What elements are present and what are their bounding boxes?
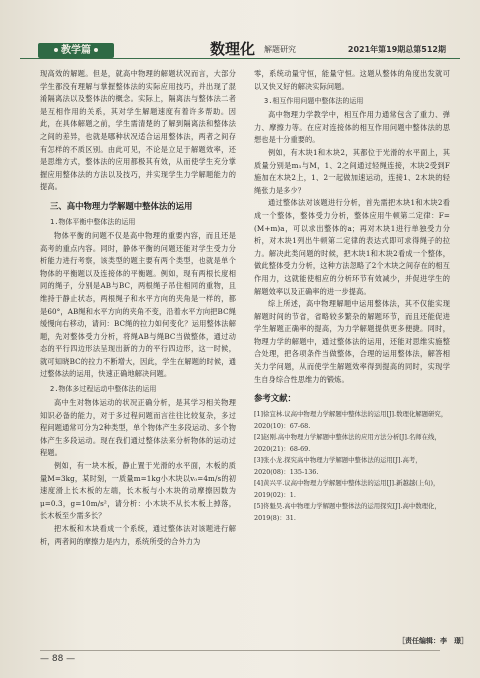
references-title: 参考文献： bbox=[254, 393, 296, 404]
paragraph: 零，系统动量守恒，能量守恒。这题从整体的角度出发就可以又快又好的解决实际问题。 bbox=[254, 69, 450, 91]
paragraph: 综上所述，高中物理解题中运用整体法，其不仅能实现解题时间的节省，省略较多繁杂的解题环节，而且还能促进学生解题正确率的提高，为力学解题提供更多便捷。同时，物理力学的解题中，通过整体法的运用，还能对思维实施整合处理，把各项条件当做整体，合理的运用整体法，解答相关力学问题，从而使学生解题效率得到提高的同时，实现学生自身综合性思维力的锻炼。 bbox=[254, 299, 450, 384]
paragraph: 高中物理力学教学中，相互作用力通常包含了重力、弹力、摩擦力等。在应对连接体的相互作用问题中整体法的思想也是十分重要的。 bbox=[254, 110, 450, 145]
journal-brand: 数理化 bbox=[210, 40, 256, 58]
issue-number: 2021年第19期总第512期 bbox=[347, 45, 446, 54]
paragraph: 通过整体法对该题进行分析，首先需把木块1和木块2看成一个整体，整体受力分析，整体应用牛顿第二定律：F=(M+m)a，可以求出整体的a；再对木块1进行单独受力分析，对木块1列出牛顿第二定律的表达式即可求得绳子的拉力。解决此类问题的时候，把木块1和木块2看成一个整体，做此整体受力分析，这种方法忽略了2个木块之间存在的相互作用力，这就能使相应的分析环节有效减少，并促进学生的解题效率以及正确率的进一步提高。 bbox=[254, 198, 450, 296]
paragraph: 例如，有一块木板，静止置于光滑的水平面，木板的质量M=3kg，某时刻，一质量m=1kg小木块以v₀=4m/s的初速度滑上长木板的左端，长木板与小木块的动摩擦因数为μ=0.3，g=10m/s²，请分析：小木块不从长木板上掉落，长木板至少需多长？ bbox=[40, 461, 236, 521]
paragraph: 例如，有木块1和木块2，其都位于光滑的水平面上，其质量分别是m₁与M，1、2之间通过轻绳连接，木块2受到F施加在木块2上，1、2一起做加速运动，连接1、2木块的轻绳张力是多少？ bbox=[254, 147, 450, 195]
dot-icon bbox=[94, 48, 98, 52]
section-badge bbox=[38, 43, 114, 58]
section-title: 三、高中物理力学解题中整体法的运用 bbox=[50, 200, 193, 211]
subsection-title: 2.物体多过程运动中整体法的运用 bbox=[50, 385, 157, 394]
reference-item: [1]徐宜林.议高中物理力学解题中整体法的运用[J].数理化解题研究，2020(10)：67-68. bbox=[254, 410, 448, 430]
header-rule bbox=[20, 58, 460, 59]
reference-item: [5]佟魁昊.高中物理力学解题中整体法的运用探究[J].高中数理化，2019(8)：31. bbox=[254, 502, 441, 522]
dot-icon bbox=[54, 48, 58, 52]
subsection-title: 3.相互作用问题中整体法的运用 bbox=[264, 97, 364, 106]
paragraph: 高中生对物体运动的状况正确分析，是其学习相关物理知识必备的能力，对于多过程问题而言往往比较复杂，多过程问题通常可分为2种类型，单个物体产生多段运动、多个物体产生多段运动。现在我们通过整体法来分析物体的运动过程题。 bbox=[40, 398, 236, 458]
right-column bbox=[254, 68, 450, 524]
paragraph: 现高效的解题。但是，就高中物理的解题状况而言，大部分学生都没有理解与掌握整体法的实际应用技巧，并出现了混淆隔离法以及整体法的概念。实际上，隔离法与整体法二者是互相作用的关系，其对学生解题速度有着许多帮助。因此，在具体解题之前，学生需清楚的了解到隔离法和整体法之间的差异，也就是哪种状况适合运用整体法，两者之间存有怎样的不质区别。由此可见，不论是立足于解题效率，还是思维方式，整体法的应用都极其有效，从而使学生充分掌握应用整体法的方法以及技巧，并实现学生力学解题能力的提高。 bbox=[40, 69, 236, 192]
reference-item: [4]黄兴平.议高中物理力学解题中整体法的运用[J].新越越(上旬)，2019(02)：1. bbox=[254, 479, 440, 499]
reference-item: [3]张小龙.探究高中物理力学解题中整体法的运用[J].高考，2020(08)：135-136. bbox=[254, 456, 422, 476]
paragraph: 把木板和木块看成一个系统，通过整体法对该题进行解析，两者间的摩擦力是内力，系统所受的合外力为 bbox=[40, 524, 236, 546]
page-header bbox=[0, 0, 480, 64]
subsection-title: 1.物体平衡中整体法的运用 bbox=[50, 217, 136, 226]
journal-subtitle: 解题研究 bbox=[264, 45, 296, 54]
left-column bbox=[40, 68, 236, 548]
footer-rule bbox=[40, 650, 440, 651]
page-number: — 88 — bbox=[40, 654, 76, 664]
badge-label: 教学篇 bbox=[61, 45, 91, 56]
editor-credit: ［责任编辑：李 璟］ bbox=[398, 637, 468, 645]
paragraph: 物体平衡的问题不仅是高中物理的重要内容，而且还是高考的重点内容。同时，静体平衡的问题还能对学生受力分析能力进行考察，该类型的题主要有两个类型，也就是单个物体的平衡题以及连接体的平衡题。例如，现有两根长度相同的绳子，分别是AB与BC，两根绳子吊住相同的重物，且维持于静止状态，两根绳子和水平方向的夹角是一样的，都是60°，AB绳和水平方向的夹角不变，沿着水平方向把BC绳缓慢向右移动，请问：BC绳的拉力如何变化？运用整体法解题，先对整体受力分析，将绳AB与绳BC当做整体，通过动态的平行四边形法呈现出新的力的平行四边形，这一时候，就可知晓BC的拉力不断增大，因此，学生在解题的时候，通过整体法的运用，快速正确地解决问题。 bbox=[40, 230, 236, 379]
reference-item: [2]赵刚.高中物理力学解题中整体法的应用方法分析[J].名师在线，2020(21)：68-69. bbox=[254, 433, 441, 453]
